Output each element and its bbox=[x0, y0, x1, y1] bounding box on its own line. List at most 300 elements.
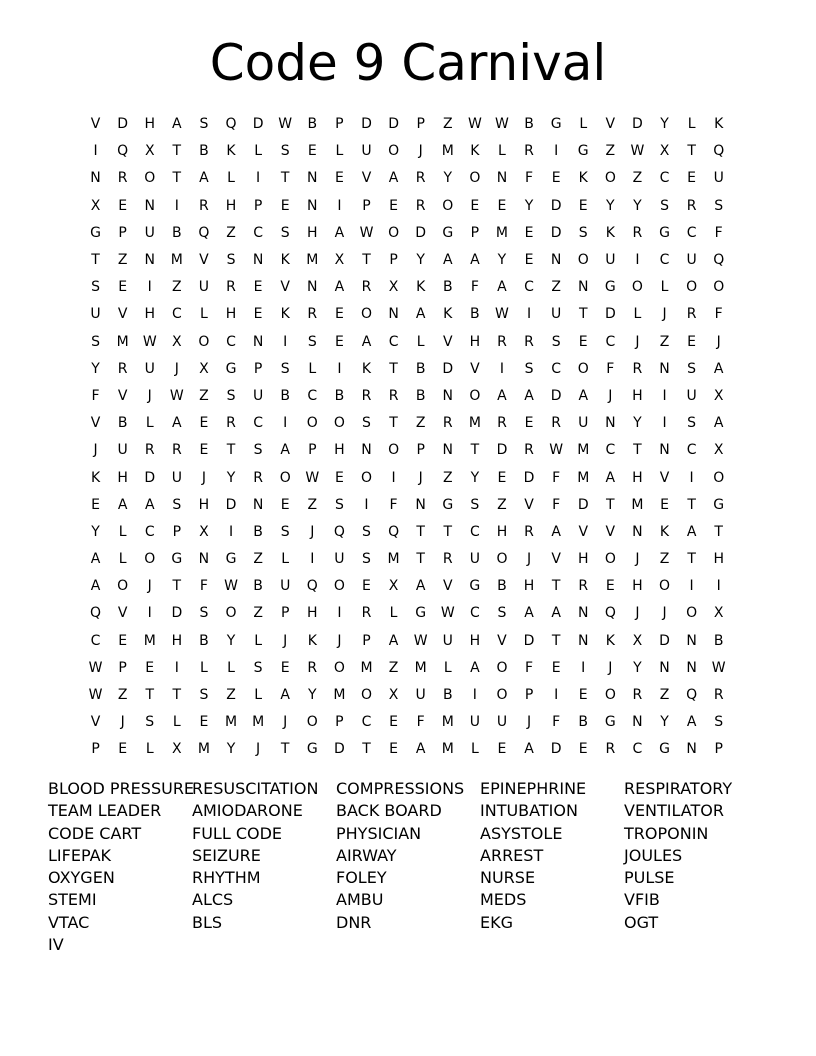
grid-letter: V bbox=[578, 523, 589, 540]
grid-letter: N bbox=[686, 659, 697, 676]
grid-letter: S bbox=[307, 333, 317, 350]
grid-letter: V bbox=[117, 387, 128, 404]
grid-letter: S bbox=[226, 387, 236, 404]
grid-letter: L bbox=[254, 632, 263, 649]
grid-letter: O bbox=[577, 252, 589, 269]
grid-letter: C bbox=[524, 279, 534, 296]
grid-letter: T bbox=[362, 741, 371, 758]
grid-letter: N bbox=[252, 496, 264, 513]
grid-letter: X bbox=[659, 143, 670, 160]
grid-letter: W bbox=[169, 387, 184, 404]
grid-letter: R bbox=[524, 442, 534, 459]
grid-letter: G bbox=[90, 224, 101, 241]
grid-letter: J bbox=[418, 469, 423, 486]
grid-letter: I bbox=[391, 469, 396, 486]
grid-letter: A bbox=[713, 415, 724, 432]
grid-letter: T bbox=[280, 741, 290, 758]
grid-letter: R bbox=[713, 687, 724, 704]
grid-letter: R bbox=[361, 605, 372, 622]
grid-letter: U bbox=[415, 687, 426, 704]
grid-letter: W bbox=[495, 116, 509, 133]
grid-letter: V bbox=[605, 523, 616, 540]
grid-letter: P bbox=[714, 741, 723, 758]
grid-row bbox=[82, 573, 734, 600]
grid-row bbox=[82, 247, 734, 274]
grid-letter: D bbox=[550, 197, 562, 214]
grid-letter: W bbox=[305, 469, 320, 486]
grid-letter: Y bbox=[226, 469, 236, 486]
grid-letter: N bbox=[632, 714, 643, 731]
grid-letter: T bbox=[687, 551, 696, 568]
grid-letter: O bbox=[469, 170, 481, 187]
grid-letter: Y bbox=[226, 741, 236, 758]
grid-row bbox=[82, 356, 734, 383]
grid-letter: C bbox=[605, 333, 616, 350]
grid-letter: M bbox=[577, 469, 590, 486]
grid-letter: H bbox=[632, 387, 643, 404]
grid-letter: A bbox=[199, 170, 209, 187]
grid-letter: V bbox=[117, 605, 128, 622]
grid-letter: B bbox=[253, 578, 263, 595]
grid-letter: E bbox=[497, 741, 507, 758]
grid-letter: A bbox=[605, 469, 616, 486]
word-list-item: COMPRESSIONS bbox=[336, 779, 465, 798]
grid-letter: O bbox=[577, 360, 589, 377]
grid-letter: Q bbox=[90, 605, 102, 622]
grid-letter: A bbox=[686, 714, 697, 731]
grid-letter: S bbox=[660, 197, 669, 214]
grid-letter: H bbox=[225, 306, 237, 323]
grid-letter: E bbox=[334, 469, 344, 486]
grid-letter: C bbox=[469, 605, 480, 622]
word-list-item: RESPIRATORY bbox=[624, 779, 733, 798]
grid-row bbox=[82, 410, 734, 437]
grid-letter: A bbox=[388, 170, 399, 187]
word-list-item: AIRWAY bbox=[336, 845, 397, 865]
grid-letter: U bbox=[442, 632, 453, 649]
grid-letter: F bbox=[199, 578, 208, 595]
grid-letter: E bbox=[687, 170, 697, 187]
grid-letter: C bbox=[686, 224, 697, 241]
grid-letter: L bbox=[281, 551, 290, 568]
grid-letter: J bbox=[662, 306, 667, 323]
grid-letter: W bbox=[224, 578, 238, 595]
grid-letter: K bbox=[443, 306, 453, 323]
grid-row bbox=[82, 301, 734, 328]
grid-letter: N bbox=[577, 279, 589, 296]
grid-letter: J bbox=[608, 659, 613, 676]
grid-letter: N bbox=[659, 659, 670, 676]
grid-letter: R bbox=[253, 469, 263, 486]
grid-letter: U bbox=[713, 170, 724, 187]
grid-letter: T bbox=[389, 415, 398, 432]
grid-letter: L bbox=[579, 116, 588, 133]
word-list-item: VENTILATOR bbox=[624, 801, 724, 821]
word-list-item: LIFEPAK bbox=[48, 845, 112, 865]
grid-letter: N bbox=[442, 387, 453, 404]
grid-letter: T bbox=[443, 523, 453, 540]
grid-letter: F bbox=[389, 496, 398, 513]
grid-letter: R bbox=[442, 551, 453, 568]
grid-letter: B bbox=[442, 279, 453, 296]
grid-letter: J bbox=[635, 551, 640, 568]
grid-letter: K bbox=[578, 170, 588, 187]
grid-letter: W bbox=[440, 605, 455, 622]
grid-letter: L bbox=[660, 279, 669, 296]
grid-letter: B bbox=[415, 387, 426, 404]
grid-row bbox=[82, 329, 734, 356]
grid-letter: A bbox=[415, 578, 426, 595]
grid-letter: S bbox=[172, 496, 182, 513]
grid-letter: R bbox=[199, 197, 209, 214]
grid-letter: J bbox=[174, 360, 179, 377]
grid-letter: L bbox=[254, 143, 263, 160]
grid-letter: E bbox=[334, 170, 344, 187]
grid-letter: M bbox=[387, 551, 400, 568]
grid-letter: D bbox=[334, 741, 345, 758]
grid-letter: O bbox=[631, 279, 643, 296]
grid-letter: U bbox=[686, 387, 697, 404]
grid-letter: U bbox=[496, 714, 508, 731]
grid-letter: F bbox=[552, 714, 561, 731]
grid-letter: A bbox=[524, 605, 534, 622]
grid-letter: X bbox=[90, 197, 101, 214]
grid-letter: A bbox=[334, 224, 345, 241]
grid-letter: E bbox=[470, 197, 480, 214]
grid-letter: O bbox=[686, 605, 698, 622]
grid-letter: B bbox=[280, 387, 290, 404]
grid-letter: T bbox=[91, 252, 100, 269]
grid-row bbox=[82, 274, 734, 301]
grid-letter: E bbox=[280, 197, 290, 214]
grid-letter: F bbox=[525, 659, 534, 676]
grid-row bbox=[82, 600, 734, 627]
grid-letter: W bbox=[711, 659, 726, 676]
word-list-item: TEAM LEADER bbox=[48, 801, 162, 821]
grid-letter: J bbox=[526, 551, 532, 568]
grid-letter: L bbox=[498, 143, 506, 160]
grid-letter: O bbox=[225, 605, 237, 622]
grid-letter: R bbox=[686, 197, 697, 214]
grid-letter: O bbox=[604, 687, 616, 704]
grid-letter: E bbox=[578, 197, 588, 214]
grid-letter: L bbox=[145, 741, 154, 758]
grid-letter: O bbox=[469, 387, 481, 404]
grid-letter: A bbox=[686, 523, 697, 540]
grid-letter: D bbox=[252, 116, 264, 133]
grid-letter: R bbox=[551, 415, 561, 432]
grid-letter: P bbox=[335, 116, 344, 133]
word-list-item: VFIB bbox=[624, 890, 660, 910]
grid-letter: V bbox=[90, 714, 101, 731]
grid-letter: E bbox=[578, 687, 588, 704]
grid-letter: I bbox=[337, 197, 342, 214]
grid-letter: C bbox=[226, 333, 236, 350]
grid-letter: F bbox=[470, 279, 479, 296]
grid-letter: R bbox=[117, 360, 128, 377]
grid-letter: E bbox=[118, 632, 128, 649]
grid-letter: E bbox=[389, 714, 398, 731]
grid-letter: W bbox=[359, 224, 374, 241]
grid-letter: P bbox=[416, 116, 425, 133]
grid-letter: O bbox=[604, 551, 616, 568]
grid-letter: A bbox=[470, 252, 480, 269]
grid-letter: I bbox=[662, 415, 667, 432]
grid-letter: S bbox=[253, 442, 263, 459]
grid-letter: I bbox=[472, 687, 477, 704]
word-list-item: SEIZURE bbox=[192, 845, 261, 865]
grid-letter: H bbox=[307, 605, 318, 622]
grid-letter: V bbox=[605, 116, 616, 133]
grid-letter: F bbox=[552, 469, 561, 486]
grid-letter: S bbox=[362, 523, 371, 540]
word-list-item: MEDS bbox=[480, 890, 527, 910]
grid-letter: K bbox=[605, 632, 615, 649]
grid-letter: P bbox=[389, 252, 398, 269]
grid-letter: D bbox=[117, 116, 129, 133]
grid-row bbox=[82, 193, 734, 220]
grid-letter: T bbox=[416, 523, 425, 540]
grid-letter: T bbox=[172, 578, 182, 595]
grid-letter: W bbox=[630, 143, 645, 160]
grid-letter: H bbox=[117, 469, 128, 486]
grid-letter: S bbox=[253, 659, 263, 676]
grid-letter: C bbox=[90, 632, 101, 649]
grid-letter: I bbox=[554, 687, 559, 704]
grid-letter: W bbox=[88, 659, 103, 676]
grid-letter: H bbox=[713, 551, 724, 568]
grid-letter: O bbox=[388, 442, 400, 459]
grid-letter: G bbox=[225, 360, 237, 377]
grid-letter: R bbox=[578, 578, 589, 595]
grid-letter: E bbox=[551, 659, 561, 676]
grid-letter: C bbox=[659, 170, 670, 187]
grid-letter: J bbox=[201, 469, 206, 486]
grid-letter: H bbox=[171, 632, 183, 649]
grid-letter: K bbox=[226, 143, 236, 160]
grid-letter: R bbox=[632, 224, 643, 241]
grid-letter: Z bbox=[388, 659, 399, 676]
grid-letter: E bbox=[660, 496, 669, 513]
grid-letter: Y bbox=[660, 116, 669, 133]
grid-letter: F bbox=[552, 496, 561, 513]
grid-letter: B bbox=[307, 116, 318, 133]
grid-letter: A bbox=[497, 279, 507, 296]
grid-letter: Z bbox=[659, 333, 670, 350]
grid-letter: L bbox=[416, 333, 425, 350]
grid-letter: L bbox=[389, 605, 398, 622]
grid-letter: M bbox=[224, 714, 238, 731]
letter-grid bbox=[82, 111, 734, 764]
grid-letter: X bbox=[199, 523, 209, 540]
grid-letter: E bbox=[199, 714, 209, 731]
grid-letter: E bbox=[280, 659, 290, 676]
grid-letter: R bbox=[388, 387, 399, 404]
word-list-item: ALCS bbox=[192, 890, 234, 910]
grid-letter: N bbox=[307, 170, 318, 187]
grid-letter: S bbox=[280, 224, 290, 241]
grid-letter: U bbox=[551, 306, 562, 323]
grid-letter: S bbox=[199, 116, 209, 133]
grid-letter: I bbox=[662, 387, 667, 404]
word-list-item: BLS bbox=[192, 912, 223, 932]
grid-letter: I bbox=[554, 143, 559, 160]
grid-letter: A bbox=[280, 442, 290, 459]
grid-letter: O bbox=[360, 687, 372, 704]
grid-letter: A bbox=[497, 387, 507, 404]
grid-letter: M bbox=[577, 442, 590, 459]
grid-letter: C bbox=[605, 442, 616, 459]
grid-letter: J bbox=[608, 387, 613, 404]
grid-letter: A bbox=[117, 496, 128, 513]
word-list-item: FOLEY bbox=[336, 868, 387, 888]
grid-letter: S bbox=[362, 551, 371, 568]
grid-letter: N bbox=[252, 252, 264, 269]
grid-letter: U bbox=[605, 252, 616, 269]
grid-letter: L bbox=[200, 659, 208, 676]
grid-letter: Y bbox=[660, 714, 669, 731]
grid-letter: C bbox=[253, 224, 263, 241]
grid-letter: N bbox=[361, 442, 372, 459]
grid-letter: E bbox=[524, 415, 534, 432]
grid-letter: Z bbox=[117, 687, 128, 704]
grid-letter: E bbox=[578, 333, 588, 350]
grid-letter: B bbox=[172, 224, 182, 241]
grid-letter: E bbox=[253, 306, 263, 323]
grid-letter: T bbox=[416, 551, 425, 568]
grid-letter: O bbox=[360, 306, 372, 323]
grid-letter: J bbox=[256, 741, 261, 758]
grid-letter: F bbox=[416, 714, 425, 731]
word-list-item: BLOOD PRESSURE bbox=[48, 779, 195, 798]
grid-letter: V bbox=[497, 632, 507, 649]
grid-letter: Z bbox=[172, 279, 182, 296]
grid-letter: J bbox=[337, 632, 342, 649]
grid-letter: U bbox=[90, 306, 101, 323]
grid-letter: L bbox=[145, 415, 154, 432]
grid-letter: P bbox=[416, 442, 425, 459]
grid-letter: B bbox=[334, 387, 345, 404]
grid-letter: X bbox=[632, 632, 643, 649]
grid-letter: M bbox=[170, 252, 183, 269]
grid-letter: S bbox=[334, 496, 344, 513]
grid-letter: Z bbox=[117, 252, 128, 269]
grid-letter: M bbox=[414, 659, 427, 676]
grid-letter: O bbox=[306, 714, 318, 731]
grid-letter: S bbox=[687, 415, 697, 432]
grid-letter: X bbox=[713, 442, 724, 459]
grid-letter: N bbox=[198, 551, 210, 568]
grid-letter: A bbox=[172, 116, 182, 133]
grid-letter: T bbox=[606, 496, 615, 513]
grid-letter: K bbox=[659, 523, 670, 540]
grid-letter: E bbox=[91, 496, 100, 513]
grid-letter: A bbox=[280, 687, 290, 704]
grid-letter: X bbox=[172, 333, 182, 350]
grid-letter: I bbox=[283, 415, 288, 432]
grid-letter: L bbox=[118, 523, 127, 540]
grid-letter: Y bbox=[606, 197, 615, 214]
grid-letter: G bbox=[469, 578, 481, 595]
grid-letter: V bbox=[90, 116, 101, 133]
grid-letter: P bbox=[524, 687, 534, 704]
grid-letter: E bbox=[389, 741, 398, 758]
grid-letter: X bbox=[713, 605, 724, 622]
grid-letter: C bbox=[388, 333, 399, 350]
grid-letter: R bbox=[226, 279, 236, 296]
grid-letter: A bbox=[388, 632, 399, 649]
grid-letter: M bbox=[197, 741, 210, 758]
grid-letter: R bbox=[226, 415, 236, 432]
grid-letter: D bbox=[604, 306, 616, 323]
grid-letter: D bbox=[415, 224, 427, 241]
grid-letter: E bbox=[118, 279, 128, 296]
grid-letter: C bbox=[469, 523, 480, 540]
grid-letter: D bbox=[523, 632, 535, 649]
grid-letter: G bbox=[171, 551, 183, 568]
grid-letter: B bbox=[497, 578, 507, 595]
grid-letter: M bbox=[441, 741, 454, 758]
grid-letter: H bbox=[198, 496, 210, 513]
grid-letter: W bbox=[278, 116, 293, 133]
word-list-item: NURSE bbox=[480, 868, 536, 888]
grid-letter: I bbox=[364, 496, 369, 513]
grid-letter: A bbox=[524, 741, 534, 758]
grid-letter: T bbox=[578, 306, 588, 323]
grid-letter: M bbox=[441, 143, 454, 160]
grid-letter: O bbox=[496, 551, 508, 568]
grid-letter: E bbox=[280, 496, 290, 513]
grid-letter: N bbox=[632, 523, 643, 540]
grid-letter: Q bbox=[225, 116, 237, 133]
grid-letter: D bbox=[659, 632, 670, 649]
grid-letter: M bbox=[360, 659, 373, 676]
word-list-item: RESUSCITATION bbox=[192, 779, 319, 798]
word-list-item: EPINEPHRINE bbox=[480, 779, 587, 798]
grid-letter: I bbox=[635, 252, 640, 269]
grid-row bbox=[82, 628, 734, 655]
grid-letter: U bbox=[578, 415, 589, 432]
grid-letter: E bbox=[307, 143, 317, 160]
grid-letter: Q bbox=[686, 687, 698, 704]
grid-letter: O bbox=[442, 197, 454, 214]
grid-letter: C bbox=[361, 714, 372, 731]
grid-letter: T bbox=[280, 170, 290, 187]
grid-letter: S bbox=[91, 279, 100, 296]
grid-letter: U bbox=[117, 442, 128, 459]
grid-letter: G bbox=[225, 551, 237, 568]
grid-letter: Y bbox=[633, 415, 642, 432]
grid-letter: J bbox=[283, 714, 288, 731]
grid-letter: C bbox=[144, 523, 155, 540]
grid-letter: E bbox=[389, 197, 398, 214]
grid-letter: R bbox=[524, 333, 534, 350]
grid-letter: X bbox=[388, 279, 399, 296]
grid-letter: J bbox=[418, 143, 423, 160]
grid-letter: B bbox=[442, 687, 453, 704]
grid-letter: I bbox=[310, 551, 315, 568]
grid-letter: S bbox=[714, 714, 724, 731]
grid-letter: L bbox=[633, 306, 642, 323]
grid-letter: Z bbox=[659, 687, 670, 704]
grid-letter: P bbox=[335, 714, 344, 731]
grid-letter: N bbox=[577, 605, 589, 622]
grid-letter: H bbox=[496, 523, 508, 540]
grid-letter: N bbox=[252, 333, 264, 350]
grid-letter: Z bbox=[415, 415, 426, 432]
grid-letter: I bbox=[256, 170, 261, 187]
grid-letter: A bbox=[415, 306, 426, 323]
